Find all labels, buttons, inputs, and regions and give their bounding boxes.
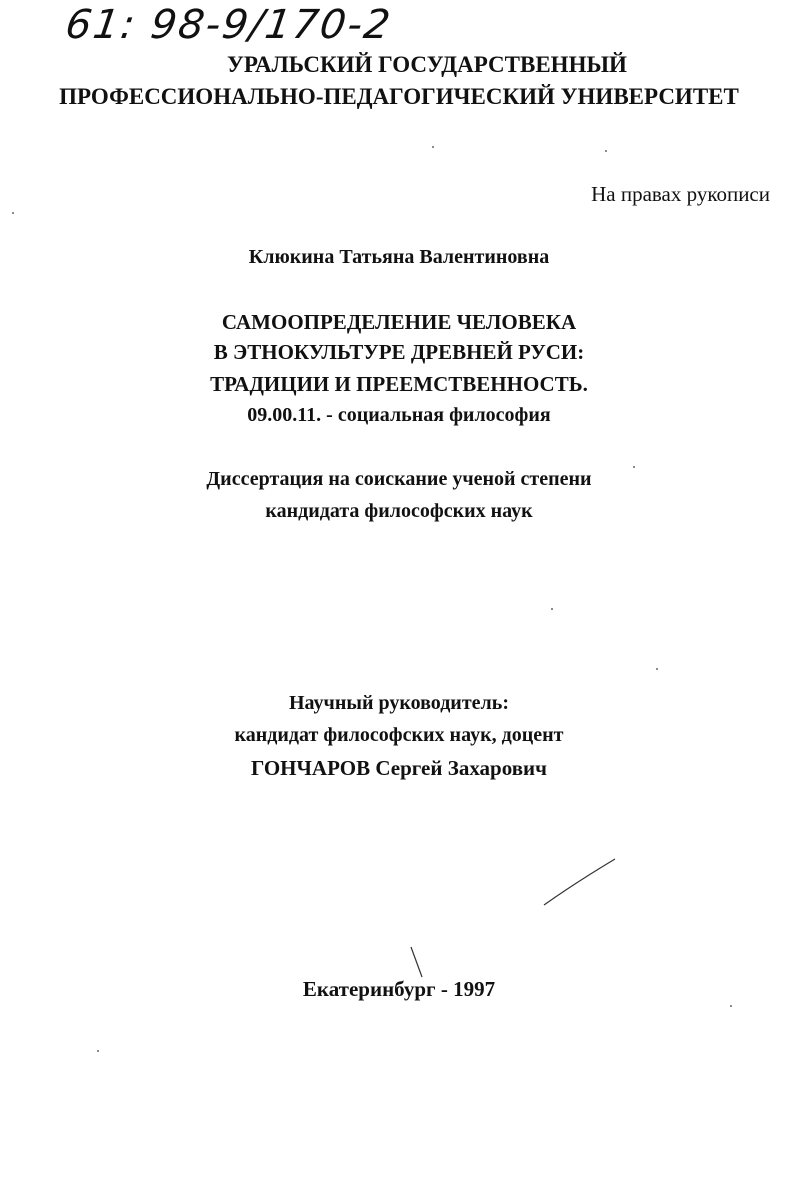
pen-tick-mark [408,945,428,980]
university-name-line2: ПРОФЕССИОНАЛЬНО-ПЕДАГОГИЧЕСКИЙ УНИВЕРСИТЕТ [59,84,739,109]
scan-speck [97,1050,99,1052]
dissertation-degree-line1: Диссертация на соискание ученой степени [206,468,592,490]
supervisor-degree: кандидат философских наук, доцент [234,724,564,746]
supervisor-label: Научный руководитель: [289,692,509,714]
scan-speck [551,608,553,610]
title-line1: САМООПРЕДЕЛЕНИЕ ЧЕЛОВЕКА [221,310,577,334]
scan-speck [633,466,635,468]
university-name-line1: УРАЛЬСКИЙ ГОСУДАРСТВЕННЫЙ [227,52,627,77]
place-and-year: Екатеринбург - 1997 [302,977,496,1001]
handwritten-catalog-code: 61: 98-9/170-2 [62,2,395,48]
pen-stroke-mark [540,855,620,910]
title-line2: В ЭТНОКУЛЬТУРЕ ДРЕВНЕЙ РУСИ: [213,340,585,364]
manuscript-rights-note: На правах рукописи [591,182,770,206]
scan-speck [12,212,14,214]
scan-speck [656,668,658,670]
dissertation-degree-line2: кандидата философских наук [265,500,533,522]
author-name: Клюкина Татьяна Валентиновна [248,246,550,268]
title-line3: ТРАДИЦИИ И ПРЕЕМСТВЕННОСТЬ. [210,372,588,396]
scan-speck [730,1005,732,1007]
supervisor-name: ГОНЧАРОВ Сергей Захарович [251,756,547,780]
scan-speck [605,150,607,152]
scan-speck [432,146,434,148]
specialty-code: 09.00.11. - социальная философия [247,404,551,426]
